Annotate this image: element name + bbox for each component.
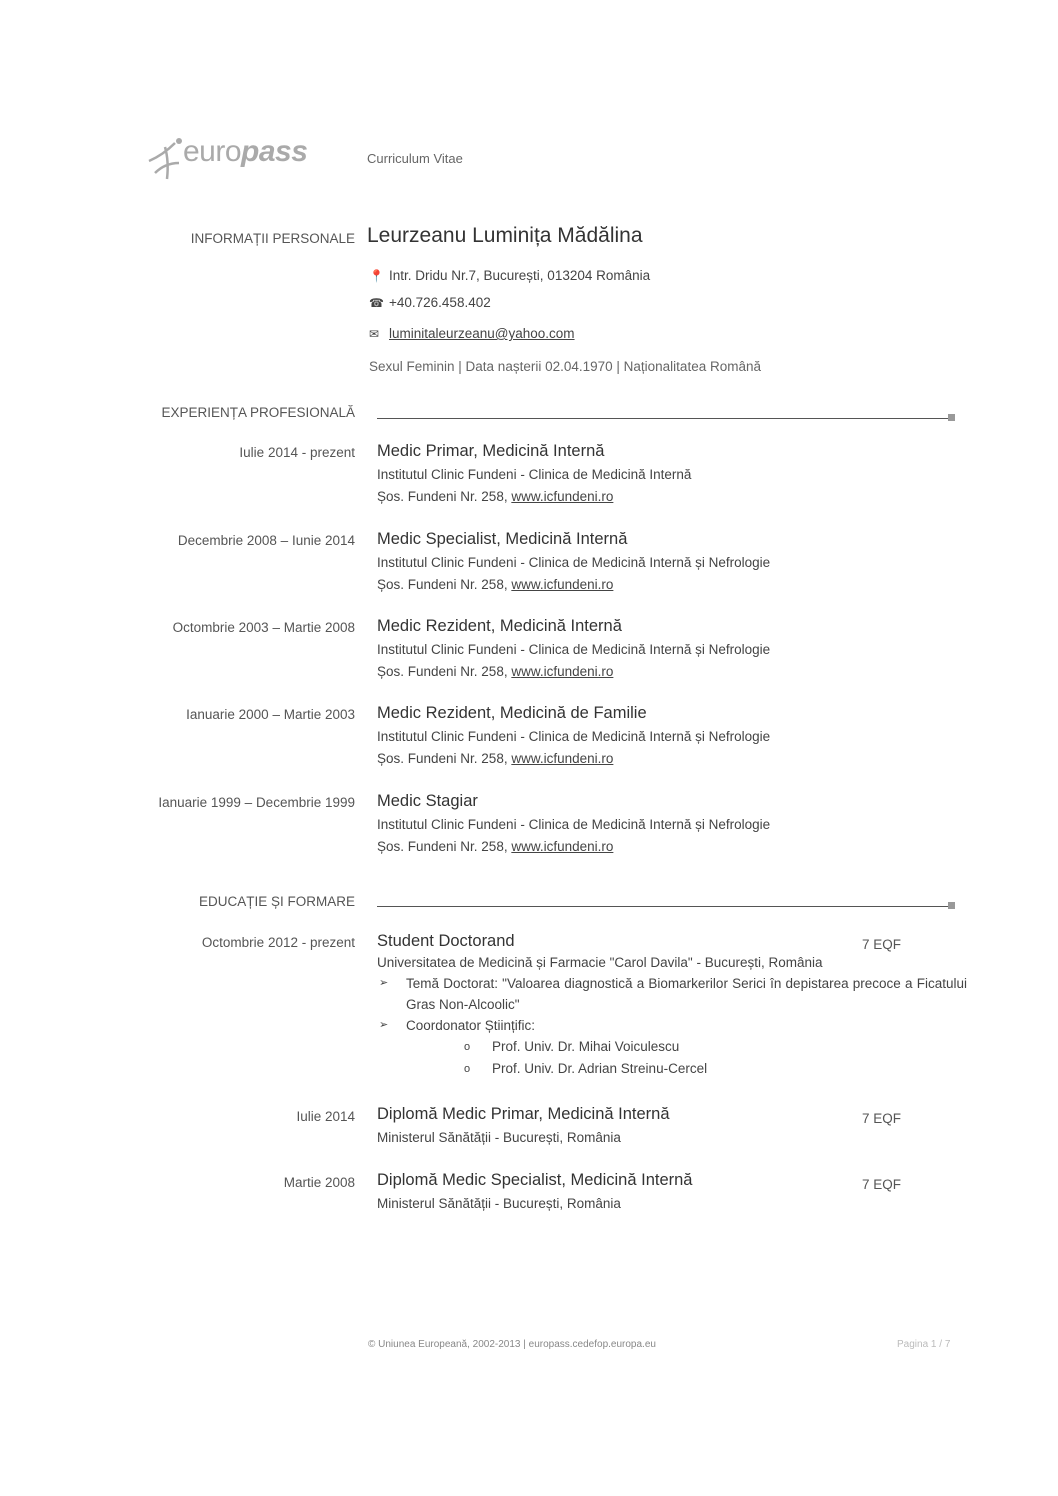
entry-address-row [377, 751, 967, 767]
entry-title: Medic Primar, Medicină Internă [377, 442, 605, 460]
entry-employer: Institutul Clinic Fundeni - Clinica de Medicină Internă și Nefrologie [377, 729, 771, 744]
list-item: ➢ Temă Doctorat: "Valoarea diagnostică a Biomarkerilor Serici în depistarea precoce a Ficatului Gras Non-Alcoolic" [377, 973, 967, 1015]
entry-title: Medic Stagiar [377, 792, 478, 810]
phone-row [369, 295, 491, 310]
entry-address: Șos. Fundeni Nr. 258, [377, 577, 512, 592]
entry-title: Medic Rezident, Medicină Internă [377, 617, 622, 635]
person-name: Leurzeanu Luminița Mădălina [367, 224, 643, 247]
eqf-level: 7 EQF [862, 1177, 902, 1192]
education-entry [377, 932, 967, 1080]
phone: +40.726.458.402 [389, 295, 491, 310]
footer-copyright: © Uniunea Europeană, 2002-2013 | europass.cedefop.europa.eu [368, 1339, 656, 1350]
entry-employer: Institutul Clinic Fundeni - Clinica de Medicină Internă și Nefrologie [377, 817, 771, 832]
entry-address-row [377, 489, 967, 505]
website-link[interactable]: www.icfundeni.ro [511, 489, 614, 504]
entry-address-row [377, 664, 967, 680]
website-link[interactable]: www.icfundeni.ro [511, 577, 614, 592]
mobile-phone-icon: ☎ [369, 296, 384, 310]
entry-date: Ianuarie 2000 – Martie 2003 [186, 707, 355, 722]
section-label-education: EDUCAȚIE ȘI FORMARE [198, 894, 355, 909]
experience-entry [377, 442, 967, 505]
document-title: Curriculum Vitae [367, 151, 463, 166]
entry-employer: Institutul Clinic Fundeni - Clinica de Medicină Internă și Nefrologie [377, 555, 771, 570]
list-item [377, 1015, 967, 1080]
eqf-level: 7 EQF [862, 937, 902, 952]
entry-address: Șos. Fundeni Nr. 258, [377, 751, 512, 766]
entry-address-row [377, 839, 967, 855]
website-link[interactable]: www.icfundeni.ro [511, 751, 614, 766]
list-item-text: Coordonator Științific: [406, 1018, 536, 1033]
europass-figure-icon [145, 133, 185, 183]
entry-date: Iulie 2014 - prezent [239, 445, 355, 460]
entry-employer: Institutul Clinic Fundeni - Clinica de Medicină Internă și Nefrologie [377, 642, 771, 657]
entry-organization: Universitatea de Medicină și Farmacie "Carol Davila" - București, România [377, 955, 823, 970]
education-entry [377, 1105, 967, 1146]
entry-title: Student Doctorand [377, 932, 515, 950]
entry-employer: Institutul Clinic Fundeni - Clinica de Medicină Internă [377, 467, 692, 482]
entry-organization: Ministerul Sănătății - București, România [377, 1130, 621, 1145]
coordinator-list [406, 1036, 967, 1080]
europass-logo [145, 133, 345, 183]
experience-entry [377, 617, 967, 680]
logo-text-bold: pass [241, 135, 308, 168]
section-divider [377, 418, 949, 419]
entry-address: Șos. Fundeni Nr. 258, [377, 839, 512, 854]
page-number: Pagina 1 / 7 [897, 1339, 951, 1350]
section-label-personal: INFORMAȚII PERSONALE [190, 231, 355, 246]
entry-title: Medic Rezident, Medicină de Familie [377, 704, 647, 722]
section-divider [377, 906, 949, 907]
entry-date: Octombrie 2003 – Martie 2008 [172, 620, 355, 635]
entry-title: Diplomă Medic Specialist, Medicină Internă [377, 1171, 693, 1189]
experience-entry [377, 792, 967, 855]
section-label-experience: EXPERIENȚA PROFESIONALĂ [161, 405, 355, 420]
entry-date: Octombrie 2012 - prezent [201, 935, 355, 950]
entry-title: Medic Specialist, Medicină Internă [377, 530, 628, 548]
entry-organization: Ministerul Sănătății - București, România [377, 1196, 621, 1211]
entry-date: Decembrie 2008 – Iunie 2014 [177, 533, 355, 548]
entry-address: Șos. Fundeni Nr. 258, [377, 664, 512, 679]
email-link[interactable]: luminitaleurzeanu@yahoo.com [389, 326, 575, 341]
address: Intr. Dridu Nr.7, București, 013204 România [389, 268, 651, 283]
email-row [369, 326, 575, 341]
eqf-level: 7 EQF [862, 1111, 902, 1126]
details-list [377, 973, 967, 1080]
experience-entry [377, 530, 967, 593]
entry-title: Diplomă Medic Primar, Medicină Internă [377, 1105, 670, 1123]
list-item: o Prof. Univ. Dr. Adrian Streinu-Cercel [406, 1058, 967, 1080]
location-pin-icon: 📍 [369, 269, 384, 283]
website-link[interactable]: www.icfundeni.ro [511, 664, 614, 679]
education-entry [377, 1171, 967, 1212]
entry-address: Șos. Fundeni Nr. 258, [377, 489, 512, 504]
entry-address-row [377, 577, 967, 593]
entry-date: Martie 2008 [283, 1175, 355, 1190]
entry-date: Iulie 2014 [296, 1109, 355, 1124]
entry-date: Ianuarie 1999 – Decembrie 1999 [158, 795, 355, 810]
personal-details: Sexul Feminin | Data nașterii 02.04.1970 | Naționalitatea Română [369, 359, 761, 374]
list-item: o Prof. Univ. Dr. Mihai Voiculescu [406, 1036, 967, 1058]
website-link[interactable]: www.icfundeni.ro [511, 839, 614, 854]
address-row [369, 268, 650, 283]
envelope-icon: ✉ [369, 327, 380, 341]
experience-entry [377, 704, 967, 767]
logo-text: euro [183, 135, 242, 168]
